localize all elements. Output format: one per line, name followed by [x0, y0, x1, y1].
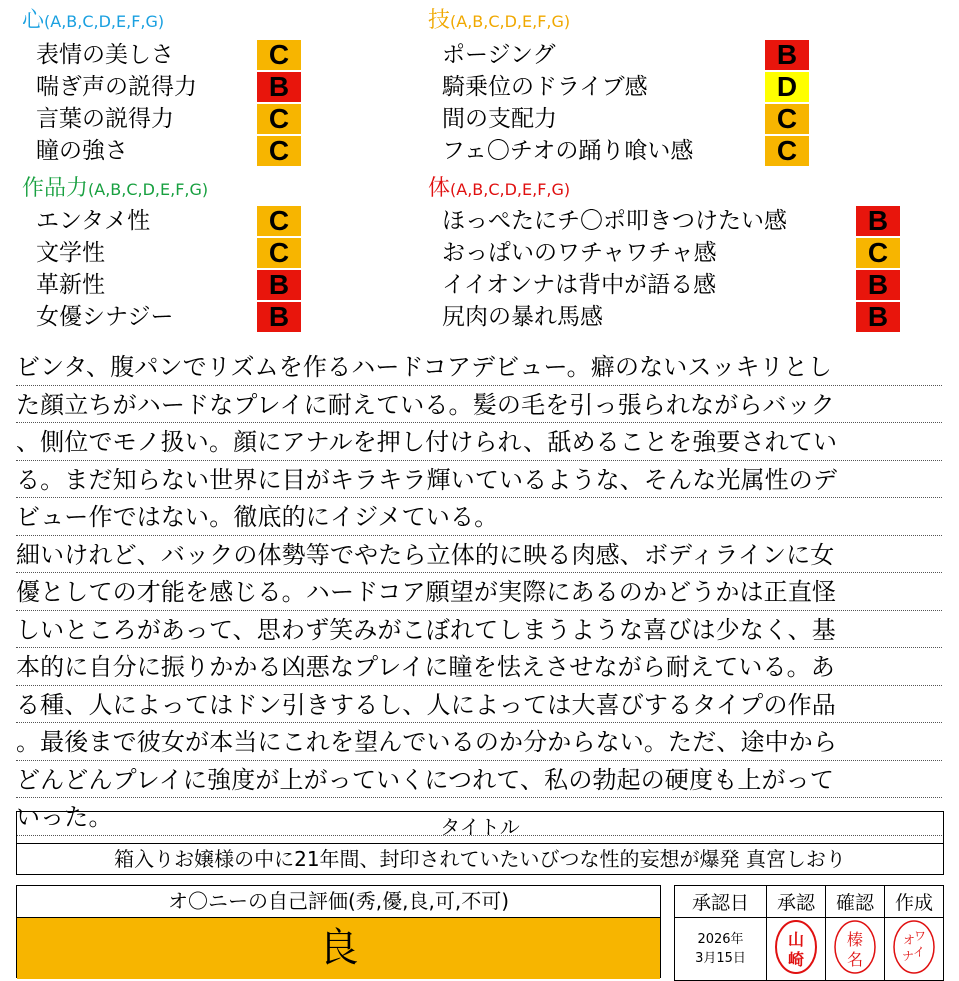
evaluation-header: オ〇ニーの自己評価(秀,優,良,可,不可): [17, 886, 660, 918]
grade-badge: C: [856, 238, 900, 268]
self-evaluation-box: [16, 885, 661, 978]
evaluation-value: 良: [17, 918, 660, 979]
review-line: 本的に自分に振りかかる凶悪なプレイに瞳を怯えさせながら耐えている。あ: [16, 648, 942, 686]
rating-label: イイオンナは背中が語る感: [442, 272, 717, 298]
rating-row: [442, 39, 812, 71]
review-line: いった。: [16, 798, 942, 836]
rating-row: [442, 205, 902, 237]
review-line: た顔立ちがハードなプレイに耐えている。髪の毛を引っ張られながらバック: [16, 386, 942, 424]
grade-badge: B: [257, 302, 301, 332]
rating-label: 表情の美しさ: [36, 42, 174, 68]
review-line: 、側位でモノ扱い。顔にアナルを押し付けられ、舐めることを強要されてい: [16, 423, 942, 461]
review-line: ビンタ、腹パンでリズムを作るハードコアデビュー。癖のないスッキリとし: [16, 348, 942, 386]
approval-year: 2026年: [697, 932, 744, 947]
header-approval-date: 承認日: [675, 886, 767, 918]
rating-row: [36, 103, 301, 135]
rating-label: エンタメ性: [36, 208, 151, 234]
grade-badge: B: [257, 72, 301, 102]
approval-date-cell: [675, 918, 767, 981]
rating-row: [442, 301, 902, 333]
rating-label: 間の支配力: [442, 106, 557, 132]
rating-label: 革新性: [36, 272, 105, 298]
grade-badge: B: [257, 270, 301, 300]
grade-badge: C: [257, 136, 301, 166]
rating-label: 喘ぎ声の説得力: [36, 74, 197, 100]
title-header: タイトル: [17, 812, 943, 844]
section-title-kokoro: [22, 8, 164, 35]
rating-label: 女優シナジー: [36, 304, 174, 330]
title-box: [16, 811, 944, 875]
create-seal-cell: [885, 918, 944, 981]
section-name: 心: [22, 8, 45, 33]
work-title: 箱入りお嬢様の中に21年間、封印されていたいびつな性的妄想が爆発 真宮しおり: [114, 847, 846, 871]
review-line: ビュー作ではない。徹底的にイジメている。: [16, 498, 942, 536]
grade-scale: (A,B,C,D,E,F,G): [88, 180, 209, 199]
seal-text: ワ: [913, 929, 927, 943]
header-approval: 承認: [767, 886, 826, 918]
rating-row: [442, 237, 902, 269]
approval-day: 3月15日: [695, 951, 746, 966]
rating-row: [442, 71, 812, 103]
rating-label: おっぱいのワチャワチャ感: [442, 240, 717, 266]
rating-row: [36, 71, 301, 103]
review-line: どんどんプレイに強度が上がっていくにつれて、私の勃起の硬度も上がって: [16, 761, 942, 799]
section-name: 作品力: [22, 176, 89, 201]
approval-stamp-table: [674, 885, 944, 981]
rating-label: ほっぺたにチ〇ポ叩きつけたい感: [442, 208, 787, 234]
section-title-waza: [428, 8, 570, 35]
header-confirm: 確認: [826, 886, 885, 918]
grade-scale: (A,B,C,D,E,F,G): [450, 180, 571, 199]
grade-badge: B: [856, 270, 900, 300]
grade-badge: C: [257, 40, 301, 70]
rating-row: [36, 135, 301, 167]
grade-badge: B: [856, 302, 900, 332]
rating-label: フェ〇チオの踊り喰い感: [442, 138, 694, 164]
confirm-seal-cell: [826, 918, 885, 981]
grade-badge: C: [765, 136, 809, 166]
grade-badge: C: [257, 104, 301, 134]
rating-label: 騎乗位のドライブ感: [442, 74, 648, 100]
header-create: 作成: [885, 886, 944, 918]
seal-text: 山: [787, 930, 805, 949]
seal-text: 崎: [787, 950, 805, 969]
grade-badge: C: [257, 238, 301, 268]
rating-row: [36, 269, 301, 301]
rating-row: [442, 269, 902, 301]
seal-owanai-icon: [889, 918, 939, 976]
rating-row: [36, 205, 301, 237]
rating-label: 尻肉の暴れ馬感: [442, 304, 603, 330]
rating-label: 瞳の強さ: [36, 138, 128, 164]
rating-label: 言葉の説得力: [36, 106, 174, 132]
review-line: しいところがあって、思わず笑みがこぼれてしまうような喜びは少なく、基: [16, 611, 942, 649]
review-line: る。まだ知らない世界に目がキラキラ輝いているような、そんな光属性のデ: [16, 461, 942, 499]
seal-text: イ: [912, 945, 926, 959]
grade-badge: C: [257, 206, 301, 236]
grade-badge: B: [856, 206, 900, 236]
seal-yamazaki-icon: [771, 918, 821, 976]
review-text: [16, 348, 942, 836]
rating-label: ポージング: [442, 42, 556, 68]
review-line: 優としての才能を感じる。ハードコア願望が実際にあるのかどうかは正直怪: [16, 573, 942, 611]
section-name: 体: [428, 176, 451, 201]
grade-badge: C: [765, 104, 809, 134]
grade-badge: B: [765, 40, 809, 70]
rating-row: [36, 301, 301, 333]
review-line: る種、人によってはドン引きするし、人によっては大喜びするタイプの作品: [16, 686, 942, 724]
seal-text: 名: [846, 950, 864, 969]
seal-text: オ: [902, 933, 916, 947]
review-line: 。最後まで彼女が本当にこれを望んでいるのか分からない。ただ、途中から: [16, 723, 942, 761]
section-title-karada: [428, 176, 570, 203]
rating-row: [36, 237, 301, 269]
grade-badge: D: [765, 72, 809, 102]
seal-text: ナ: [901, 949, 915, 963]
grade-scale: (A,B,C,D,E,F,G): [450, 12, 571, 31]
rating-row: [36, 39, 301, 71]
rating-row: [442, 135, 812, 167]
rating-label: 文学性: [36, 240, 105, 266]
review-line: 細いけれど、バックの体勢等でやたら立体的に映る肉感、ボディラインに女: [16, 536, 942, 574]
seal-haruna-icon: [830, 918, 880, 976]
section-title-sakuhin: [22, 176, 208, 203]
approval-seal-cell: [767, 918, 826, 981]
rating-row: [442, 103, 812, 135]
grade-scale: (A,B,C,D,E,F,G): [44, 12, 165, 31]
seal-text: 榛: [846, 930, 864, 949]
section-name: 技: [428, 8, 451, 33]
